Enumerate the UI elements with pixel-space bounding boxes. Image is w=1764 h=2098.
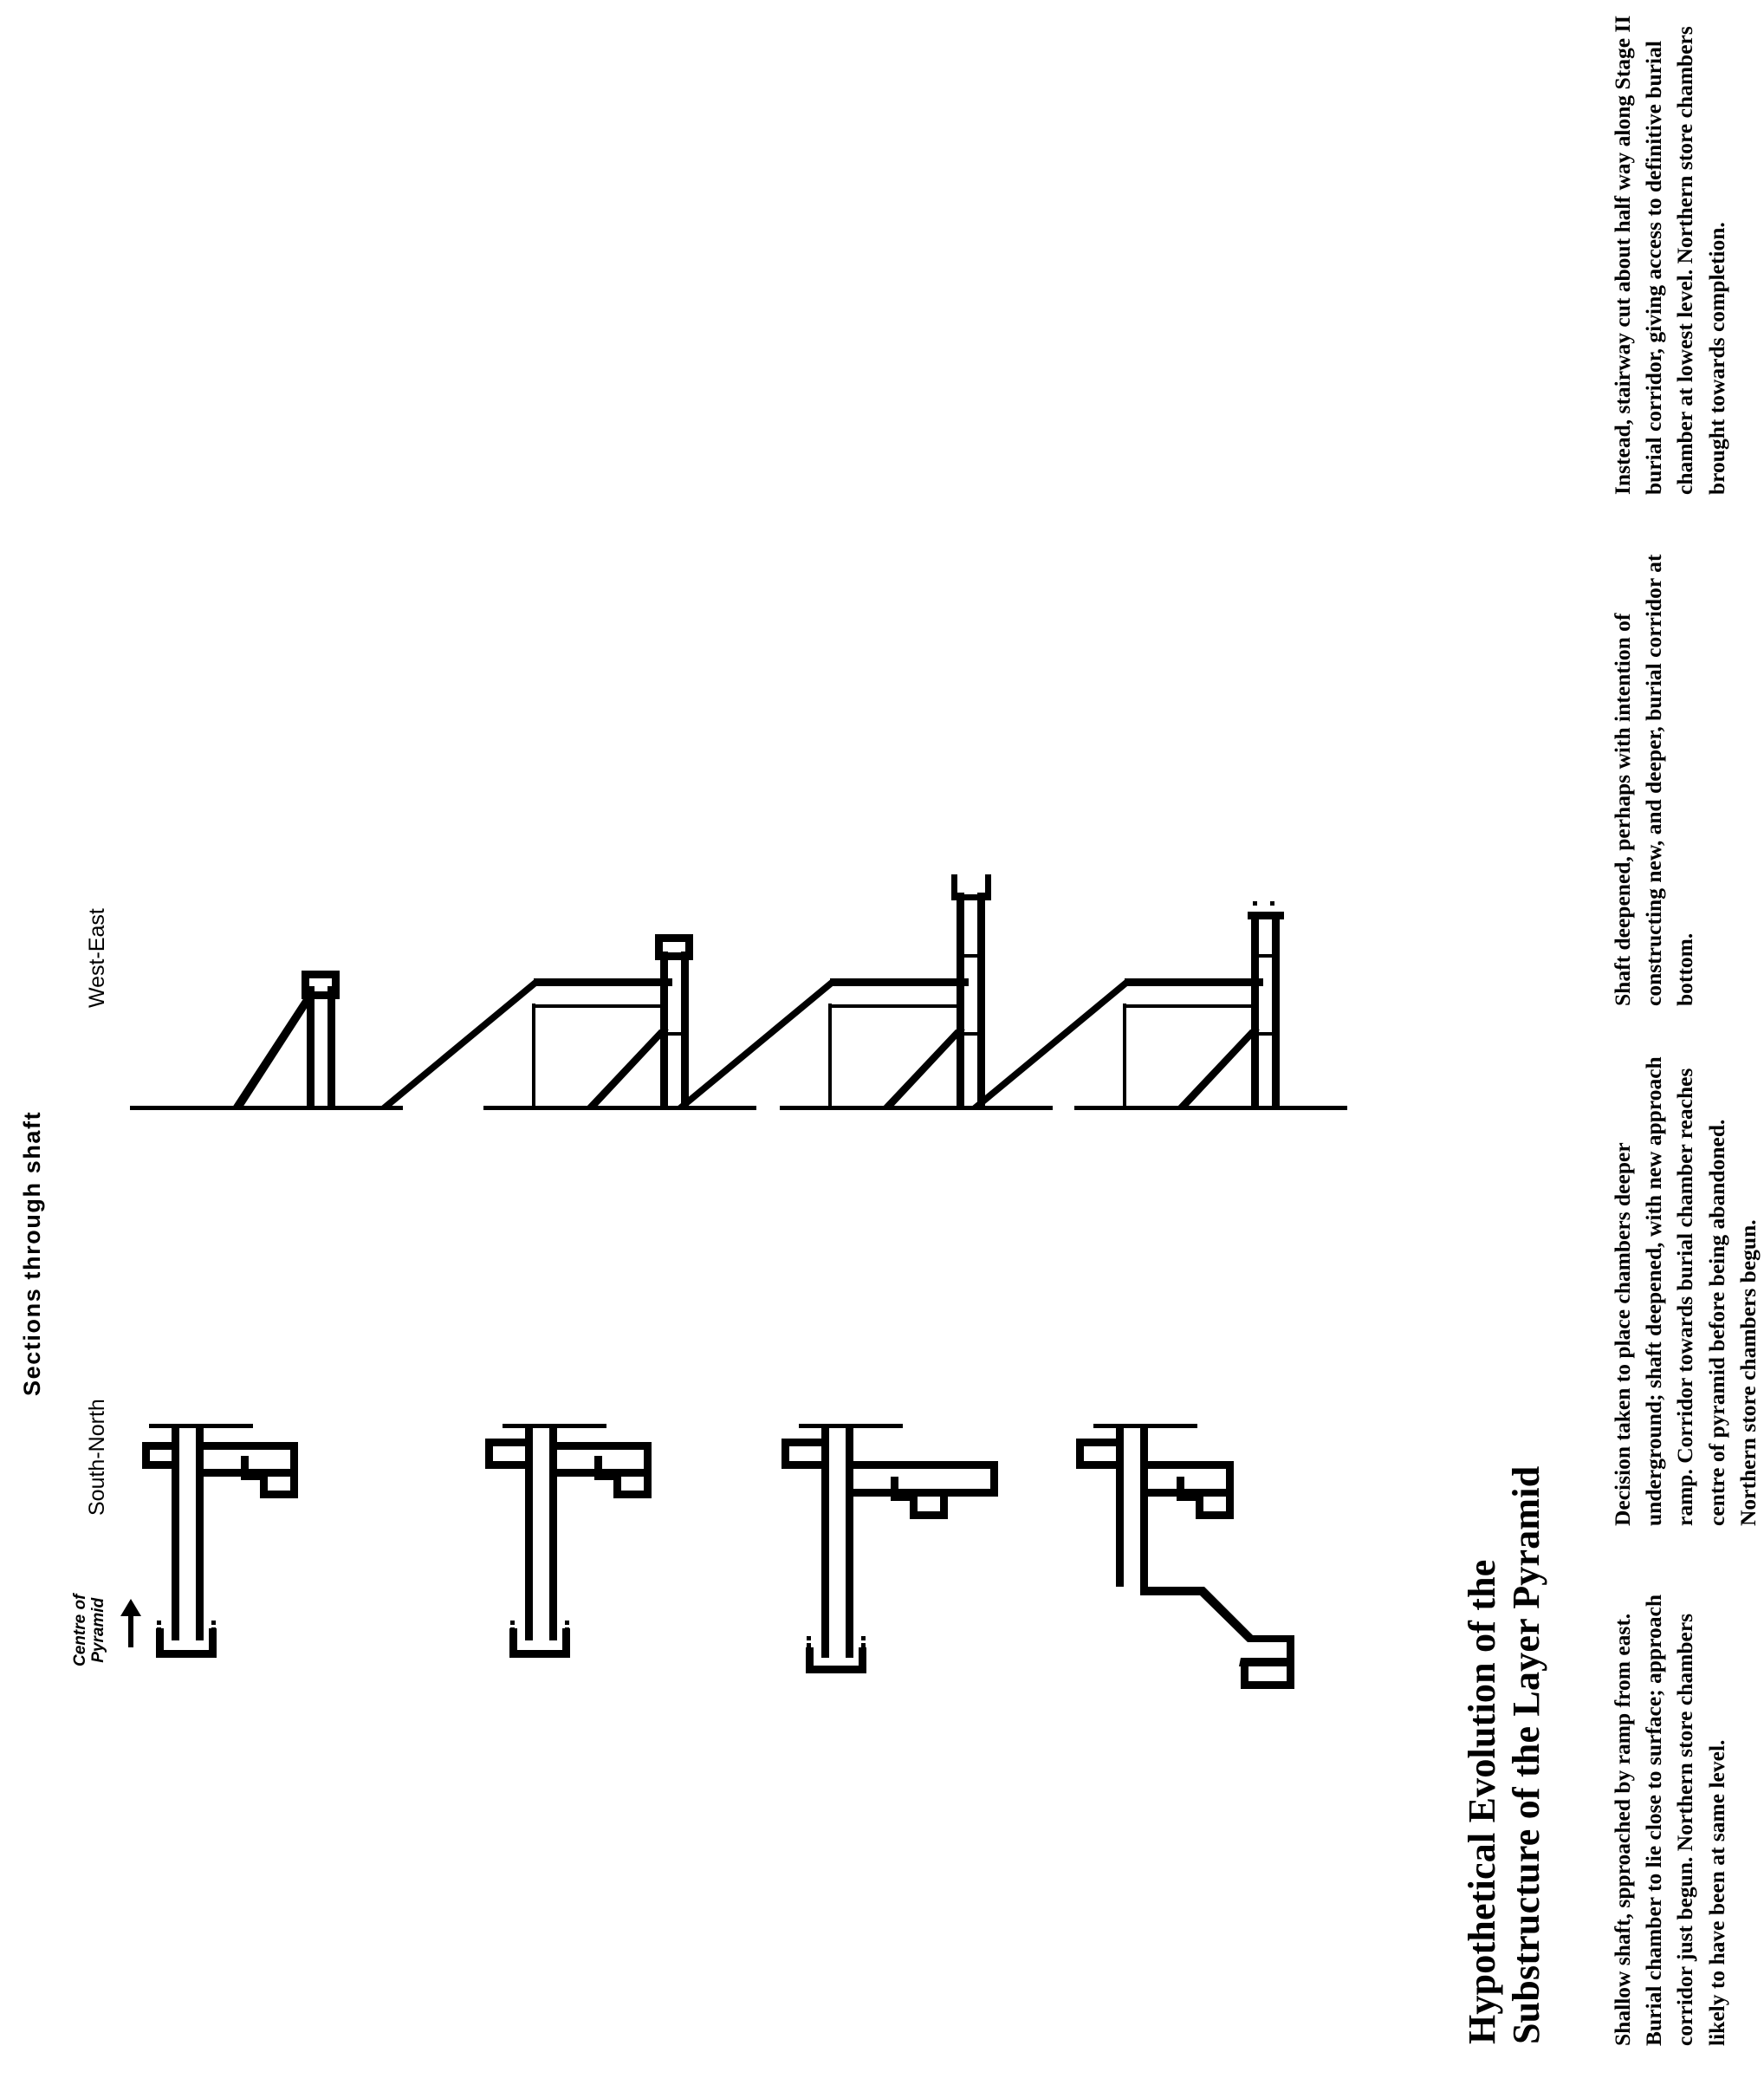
stage-1-section-south-north — [130, 1361, 347, 1725]
stage-3-description — [1607, 521, 1702, 1006]
column-header-west-east: West-East — [85, 908, 109, 1008]
page-title — [1460, 1091, 1548, 2044]
stage-2-description — [1607, 1041, 1764, 1526]
stage-1-description-text: Shallow shaft, spproached by ramp from east. Burial chamber to lie close to surface; approach corridor just begun. Northern store chambers likely to have been at same level. — [1610, 1594, 1729, 2046]
stage-2-section-west-east — [483, 876, 709, 1205]
stage-4-description — [1607, 10, 1733, 495]
stage-4-section-west-east — [1074, 841, 1300, 1205]
stage-1-description — [1607, 1561, 1733, 2046]
stage-1-section-west-east — [130, 876, 347, 1205]
page-title-line-2: Substructure of the Layer Pyramid — [1505, 1465, 1548, 2044]
stage-4-section-south-north — [1074, 1344, 1308, 1725]
centre-of-pyramid-line2: Pyramid — [89, 1597, 108, 1663]
stage-3-description-text: Shaft deepened, perhaps with intention of constructing new, and deeper, burial corridor at bottom. — [1610, 554, 1698, 1006]
column-header-south-north: South-North — [85, 1399, 109, 1516]
stage-2-description-text: Decision taken to place chambers deeper underground; shaft deepened, with new approach ramp. Corridor towards burial chamber reaches centre of pyramid before being abandoned. Northern store chambers begun. — [1610, 1056, 1761, 1526]
stage-3-section-south-north — [780, 1353, 1005, 1725]
page-title-line-1: Hypothetical Evolution of the — [1461, 1559, 1503, 2044]
centre-of-pyramid-line1: Centre of — [71, 1594, 89, 1666]
stage-2-section-south-north — [483, 1361, 700, 1725]
sections-through-shaft-heading: Sections through shaft — [19, 1110, 45, 1396]
centre-of-pyramid-label — [71, 1595, 108, 1666]
stage-3-section-west-east — [780, 841, 1005, 1205]
stage-4-description-text: Instead, stairway cut about half way along Stage II burial corridor, giving access to definitive burial chamber at lowest level. Northern store chambers brought towards completion. — [1610, 15, 1729, 495]
